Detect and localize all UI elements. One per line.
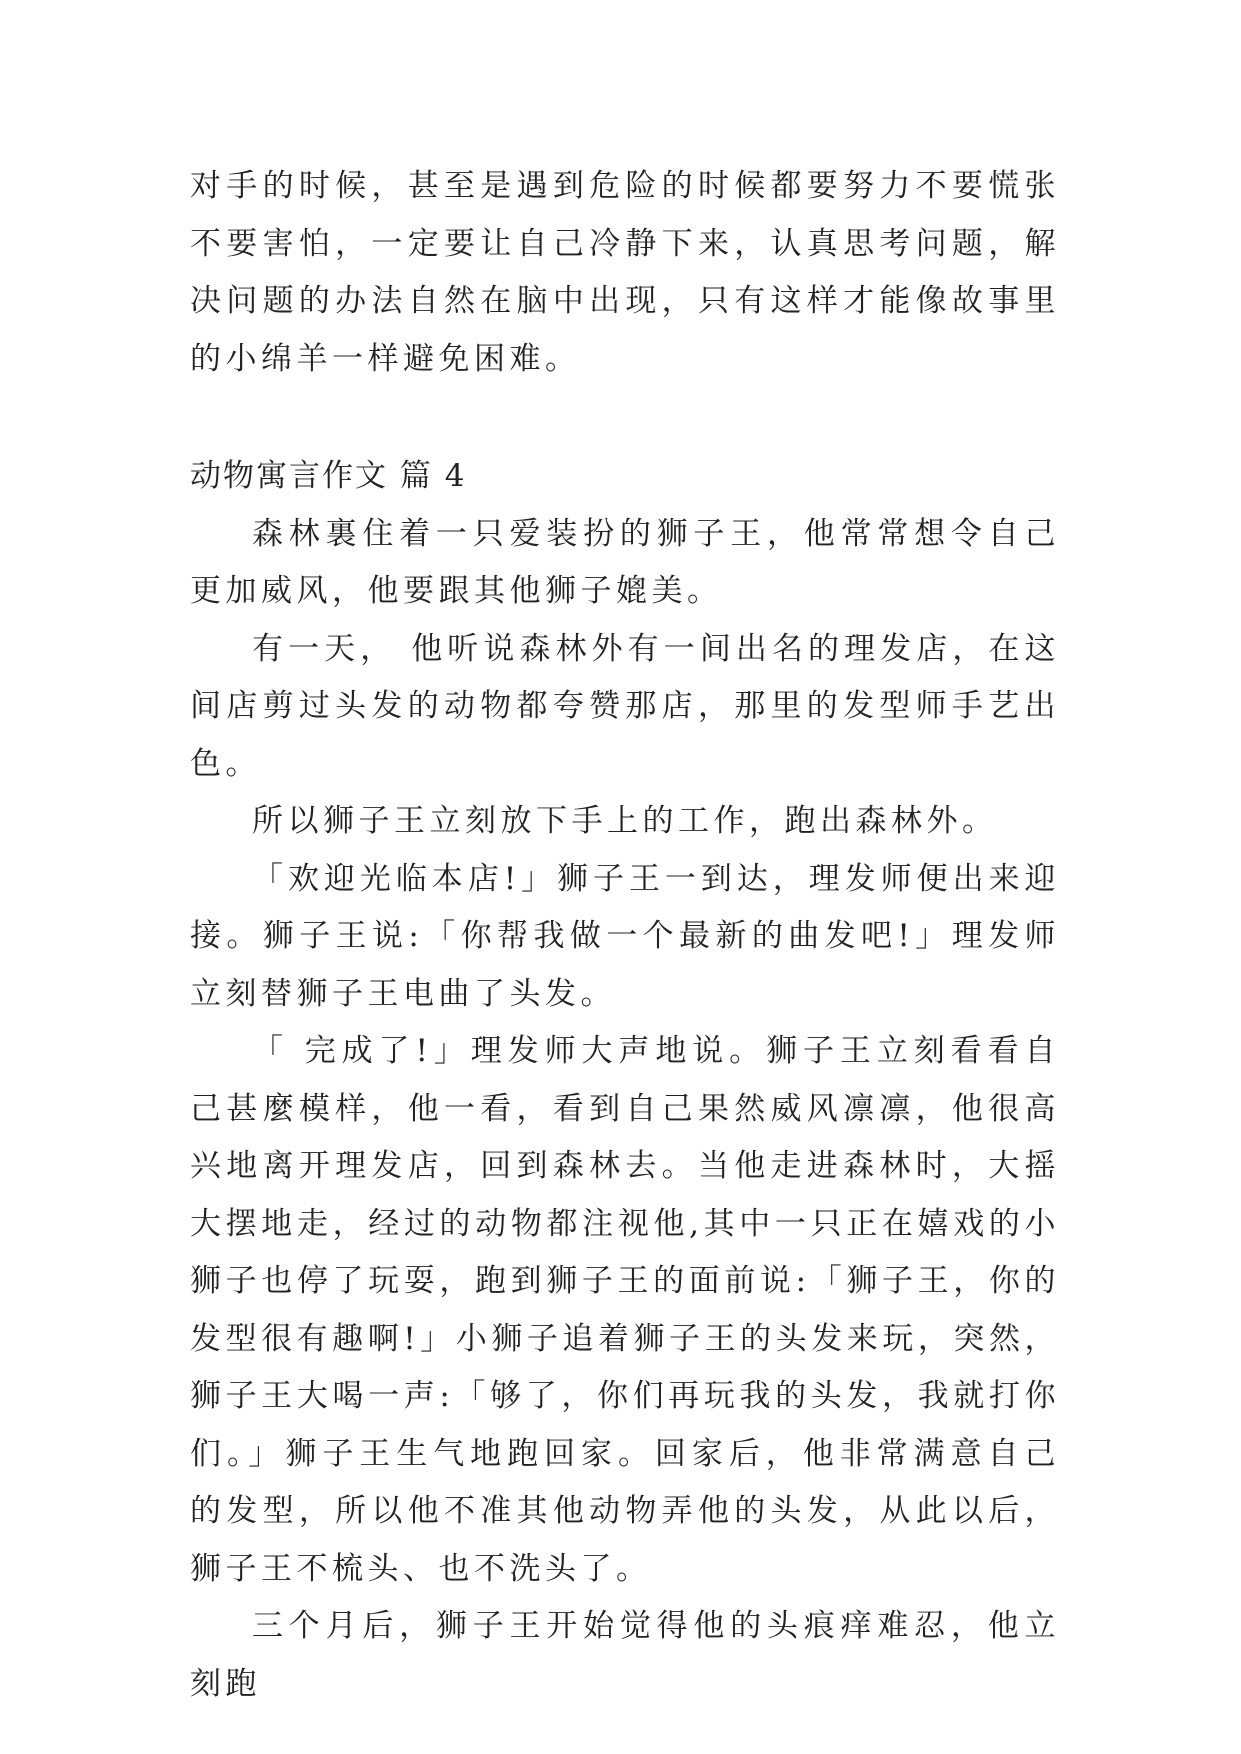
- story-paragraph-1: 森林裏住着一只爱装扮的狮子王，他常常想令自己更加威风，他要跟其他狮子媲美。: [190, 515, 1060, 609]
- story-paragraph-5: 「 完成了!」理发师大声地说。狮子王立刻看看自己甚麼模样，他一看，看到自己果然威风凛凛，他很高兴地离开理发店，回到森林去。当他走进森林时，大摇大摆地走，经过的动物都注视他,其中一只正在嬉戏的小狮子也停了玩耍，跑到狮子王的面前说:「狮子王，你的发型很有趣啊!」小狮子追着狮子王的头发来玩，突然，狮子王大喝一声:「够了，你们再玩我的头发，我就打你们。」狮子王生气地跑回家。回家后，他非常满意自己的发型，所以他不准其他动物弄他的头发，从此以后，狮子王不梳头、也不洗头了。: [190, 1033, 1060, 1587]
- document-body: [190, 158, 1060, 1713]
- story-paragraph-6: 三个月后，狮子王开始觉得他的头痕痒难忍，他立刻跑: [190, 1608, 1060, 1702]
- story-paragraph-2: 有一天， 他听说森林外有一间出名的理发店，在这间店剪过头发的动物都夸赞那店，那里的发型师手艺出色。: [190, 630, 1060, 782]
- continued-paragraph: 对手的时候，甚至是遇到危险的时候都要努力不要慌张不要害怕，一定要让自己冷静下来，认真思考问题，解决问题的办法自然在脑中出现，只有这样才能像故事里的小绵羊一样避免困难。: [190, 168, 1060, 377]
- story-paragraph-3: 所以狮子王立刻放下手上的工作，跑出森林外。: [252, 803, 998, 839]
- story-paragraph-4: 「欢迎光临本店!」狮子王一到达，理发师便出来迎接。狮子王说:「你帮我做一个最新的曲发吧!」理发师立刻替狮子王电曲了头发。: [190, 860, 1060, 1012]
- section-heading: 动物寓言作文 篇 4: [190, 458, 467, 494]
